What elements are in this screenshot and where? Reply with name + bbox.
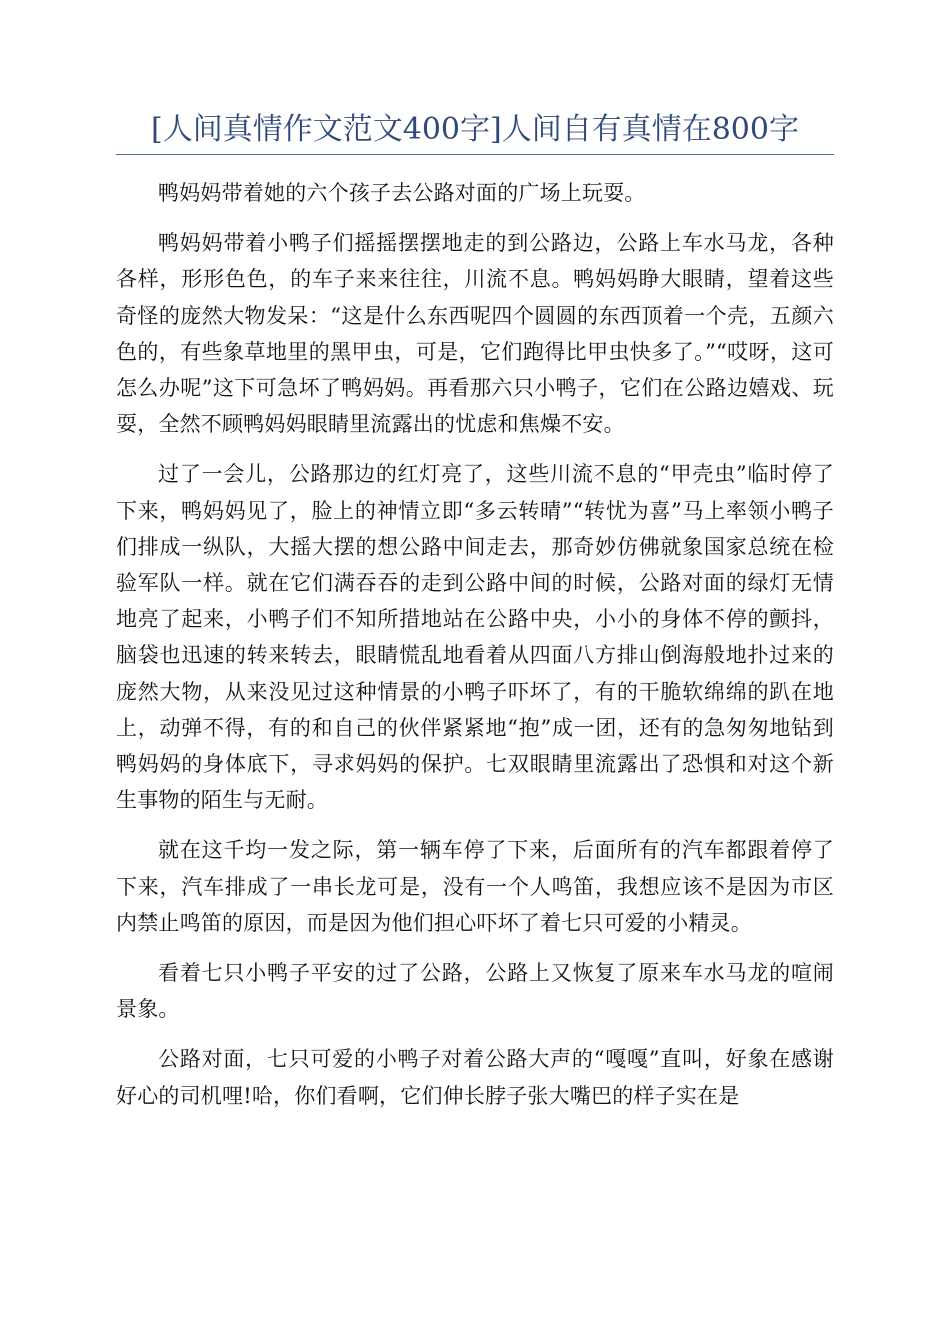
paragraph-2: 鸭妈妈带着小鸭子们摇摇摆摆地走的到公路边，公路上车水马龙，各种各样，形形色色，的车子来来往往，川流不息。鸭妈妈睁大眼睛，望着这些奇怪的庞然大物发呆：“这是什么东西呢四个圆圆的东西顶着一个壳，五颜六色的，有些象草地里的黑甲虫，可是，它们跑得比甲虫快多了。”“哎呀，这可怎么办呢”这下可急坏了鸭妈妈。再看那六只小鸭子，它们在公路边嬉戏、玩耍，全然不顾鸭妈妈眼睛里流露出的忧虑和焦燥不安。 — [116, 231, 834, 437]
paragraph-6: 公路对面，七只可爱的小鸭子对着公路大声的“嘎嘎”直叫，好象在感谢好心的司机哩!哈，你们看啊，它们伸长脖子张大嘴巴的样子实在是 — [116, 1047, 834, 1108]
paragraph-3: 过了一会儿，公路那边的红灯亮了，这些川流不息的“甲壳虫”临时停了下来，鸭妈妈见了，脸上的神情立即“多云转晴”“转忧为喜”马上率领小鸭子们排成一纵队，大摇大摆的想公路中间走去，那奇妙仿佛就象国家总统在检验军队一样。就在它们满吞吞的走到公路中间的时候，公路对面的绿灯无情地亮了起来，小鸭子们不知所措地站在公路中央，小小的身体不停的颤抖，脑袋也迅速的转来转去，眼睛慌乱地看着从四面八方排山倒海般地扑过来的庞然大物，从来没见过这种情景的小鸭子吓坏了，有的干脆软绵绵的趴在地上，动弹不得，有的和自己的伙伴紧紧地“抱”成一团，还有的急匆匆地钻到鸭妈妈的身体底下，寻求妈妈的保护。七双眼睛里流露出了恐惧和对这个新生事物的陌生与无耐。 — [116, 462, 834, 813]
document-body — [116, 175, 834, 1128]
document-title: [人间真情作文范文400字]人间自有真情在800字 — [151, 112, 799, 147]
paragraph-5: 看着七只小鸭子平安的过了公路，公路上又恢复了原来车水马龙的喧闹景象。 — [116, 961, 834, 1022]
paragraph-1: 鸭妈妈带着她的六个孩子去公路对面的广场上玩耍。 — [158, 181, 646, 205]
title-underline — [116, 154, 834, 155]
paragraph-4: 就在这千均一发之际，第一辆车停了下来，后面所有的汽车都跟着停了下来，汽车排成了一串长龙可是，没有一个人鸣笛，我想应该不是因为市区内禁止鸣笛的原因，而是因为他们担心吓坏了着七只可爱的小精灵。 — [116, 838, 834, 935]
